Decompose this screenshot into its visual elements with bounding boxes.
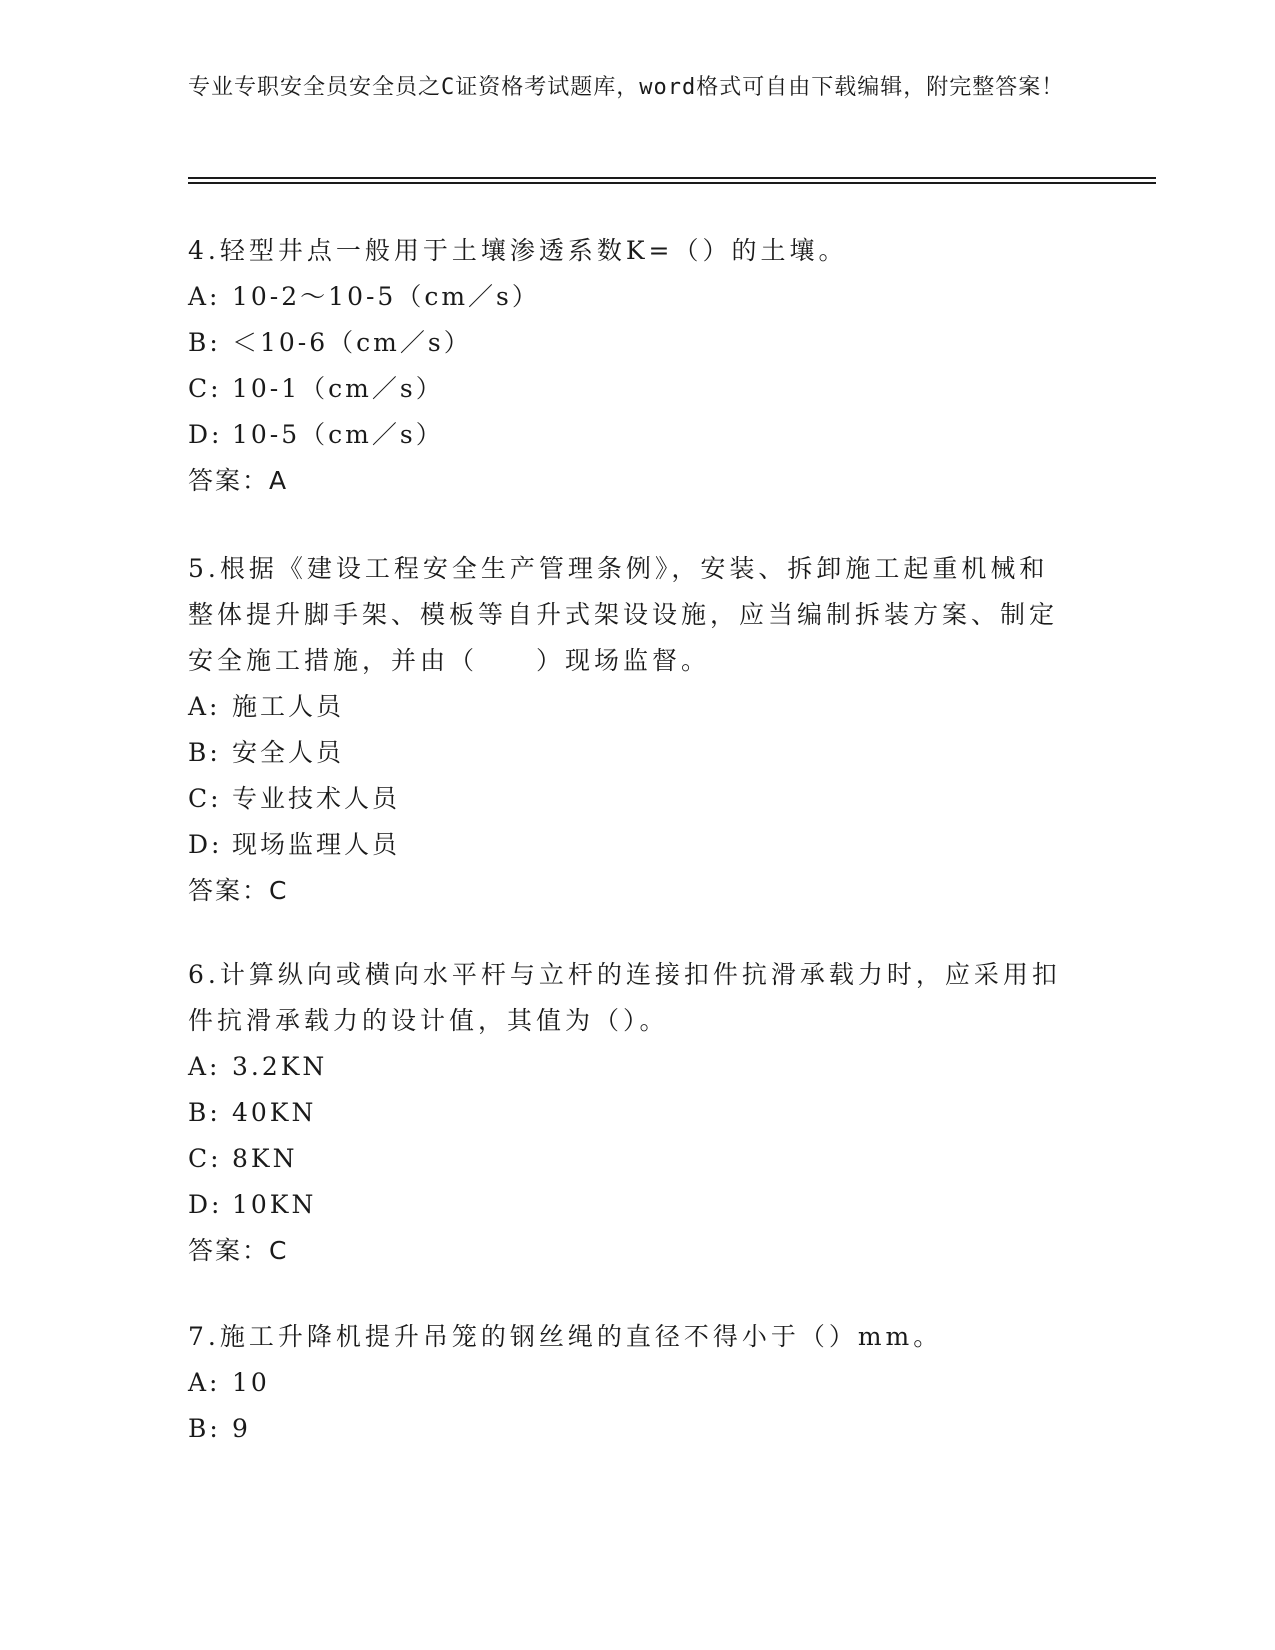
option-text: 10-1（cm／s）	[232, 374, 444, 403]
option-text: ＜10-6（cm／s）	[232, 328, 472, 357]
option-text: 9	[232, 1414, 251, 1443]
option-key: C:	[188, 784, 222, 813]
option-key: C:	[188, 374, 222, 403]
option-text: 10-5（cm／s）	[232, 420, 444, 449]
option-a	[188, 1044, 1068, 1090]
question-6	[188, 952, 1068, 1274]
option-text: 8KN	[232, 1144, 298, 1173]
question-stem: 6.计算纵向或横向水平杆与立杆的连接扣件抗滑承载力时，应采用扣件抗滑承载力的设计值，其值为（）。	[188, 960, 1061, 1035]
option-key: D:	[188, 830, 223, 859]
option-text: 40KN	[232, 1098, 317, 1127]
header-divider-top	[188, 177, 1156, 179]
option-b	[188, 730, 1068, 776]
option-a	[188, 684, 1068, 730]
option-a	[188, 274, 1068, 320]
option-text: 3.2KN	[232, 1052, 328, 1081]
option-text: 现场监理人员	[232, 830, 401, 859]
header-divider-bottom	[188, 182, 1156, 184]
option-b	[188, 1090, 1068, 1136]
option-text: 施工人员	[232, 692, 345, 721]
option-key: D:	[188, 1190, 223, 1219]
option-key: B:	[188, 328, 221, 357]
question-stem: 4.轻型井点一般用于土壤渗透系数K=（）的土壤。	[188, 236, 848, 265]
option-key: B:	[188, 1098, 221, 1127]
option-d	[188, 412, 1068, 458]
option-a	[188, 1360, 1068, 1406]
question-4	[188, 228, 1068, 504]
question-5	[188, 546, 1068, 914]
option-c	[188, 1136, 1068, 1182]
option-b	[188, 320, 1068, 366]
option-key: D:	[188, 420, 223, 449]
option-b	[188, 1406, 1068, 1452]
option-text: 10	[232, 1368, 270, 1397]
answer-line: 答案：A	[188, 466, 289, 495]
option-d	[188, 1182, 1068, 1228]
option-text: 10KN	[232, 1190, 317, 1219]
option-c	[188, 366, 1068, 412]
option-key: A:	[188, 1052, 221, 1081]
option-key: B:	[188, 1414, 221, 1443]
document-header: 专业专职安全员安全员之C证资格考试题库，word格式可自由下载编辑，附完整答案！	[188, 75, 1065, 100]
option-text: 安全人员	[232, 738, 345, 767]
question-7	[188, 1314, 1068, 1452]
answer-line: 答案：C	[188, 1236, 289, 1265]
option-key: A:	[188, 692, 221, 721]
option-text: 专业技术人员	[232, 784, 401, 813]
option-text: 10-2～10-5（cm／s）	[232, 282, 540, 311]
option-key: B:	[188, 738, 221, 767]
option-key: A:	[188, 282, 221, 311]
question-stem: 5.根据《建设工程安全生产管理条例》，安装、拆卸施工起重机械和整体提升脚手架、模板等自升式架设设施，应当编制拆装方案、制定安全施工措施，并由（ ）现场监督。	[188, 554, 1059, 675]
question-stem: 7.施工升降机提升吊笼的钢丝绳的直径不得小于（）mm。	[188, 1322, 943, 1351]
option-key: A:	[188, 1368, 221, 1397]
option-c	[188, 776, 1068, 822]
answer-line: 答案：C	[188, 876, 289, 905]
option-key: C:	[188, 1144, 222, 1173]
option-d	[188, 822, 1068, 868]
